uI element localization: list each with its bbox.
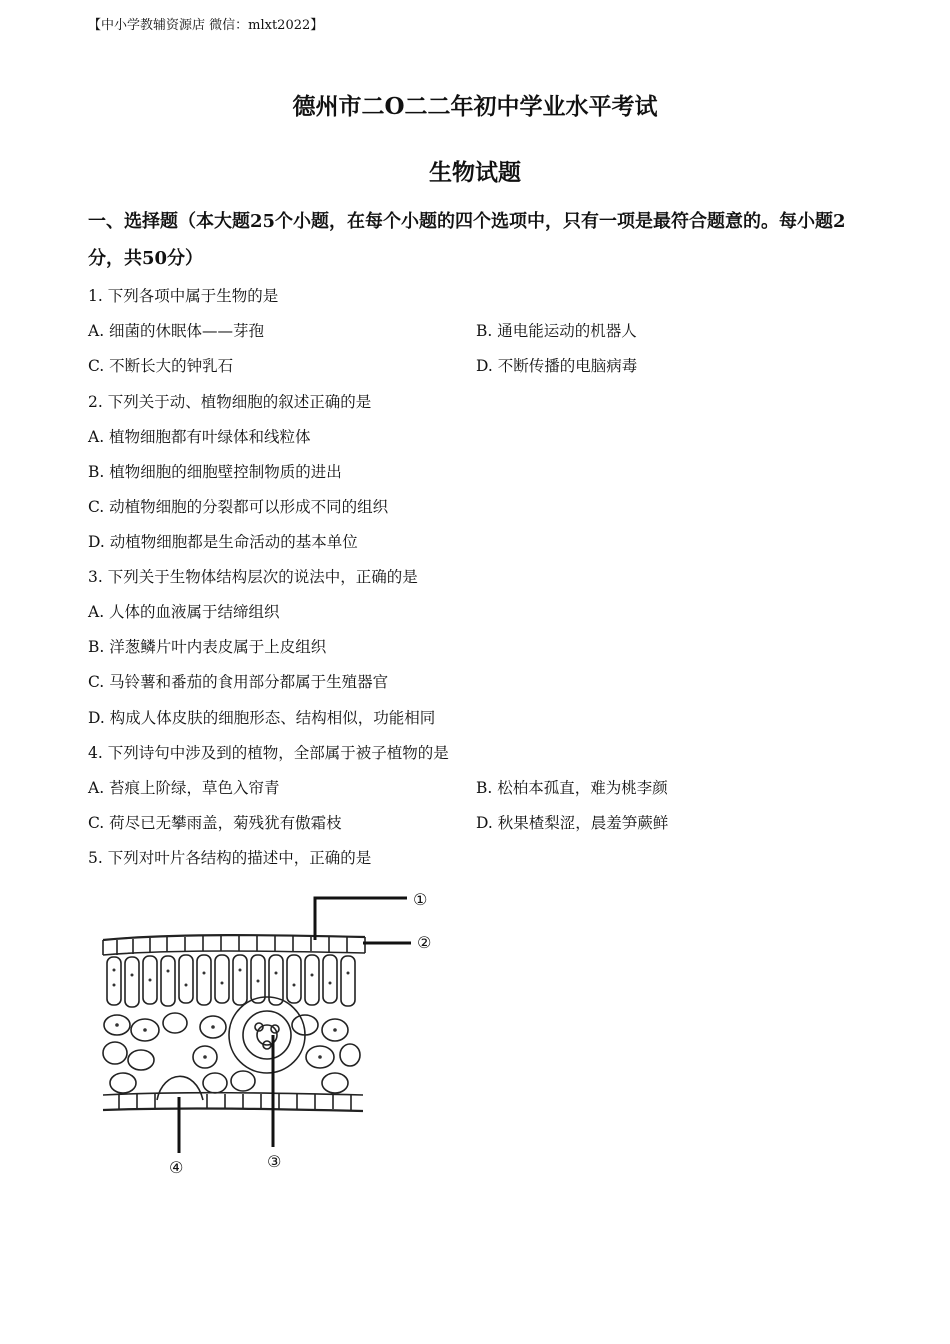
section-heading: 一、选择题（本大题25个小题，在每个小题的四个选项中，只有一项是最符合题意的。每小题2分，共50分） <box>88 211 846 269</box>
exam-title: 德州市二O二二年初中学业水平考试 <box>292 93 658 120</box>
palisade-cells <box>107 955 355 1007</box>
option-2c: C. 动植物细胞的分裂都可以形成不同的组织 <box>88 498 389 516</box>
option-4c: C. 荷尽已无攀雨盖，菊残犹有傲霜枝 <box>88 814 342 832</box>
option-4d: D. 秋果楂梨涩，晨羞笋蕨鲜 <box>476 814 669 832</box>
header-note: 【中小学教辅资源店 微信：mlxt2022】 <box>88 18 324 33</box>
option-2b: B. 植物细胞的细胞壁控制物质的进出 <box>88 463 342 481</box>
label-2: ② <box>417 933 432 952</box>
option-1b: B. 通电能运动的机器人 <box>476 322 637 340</box>
option-2a: A. 植物细胞都有叶绿体和线粒体 <box>88 428 311 446</box>
option-3d: D. 构成人体皮肤的细胞形态、结构相似，功能相同 <box>88 709 436 727</box>
option-1c: C. 不断长大的钟乳石 <box>88 357 234 375</box>
leaf-cross-section-figure <box>95 885 455 1195</box>
option-3c: C. 马铃薯和番茄的食用部分都属于生殖器官 <box>88 673 389 691</box>
option-3a: A. 人体的血液属于结缔组织 <box>88 603 280 621</box>
question-stem-4: 4. 下列诗句中涉及到的植物，全部属于被子植物的是 <box>88 744 449 762</box>
question-stem-3: 3. 下列关于生物体结构层次的说法中，正确的是 <box>88 568 418 586</box>
option-2d: D. 动植物细胞都是生命活动的基本单位 <box>88 533 358 551</box>
option-4b: B. 松柏本孤直，难为桃李颜 <box>476 779 668 797</box>
option-4a: A. 苔痕上阶绿，草色入帘青 <box>88 779 280 797</box>
vein-bundle <box>229 997 305 1073</box>
exam-subtitle: 生物试题 <box>429 159 521 186</box>
option-1a: A. 细菌的休眠体——芽孢 <box>88 322 265 340</box>
spongy-cells <box>103 1013 360 1093</box>
option-1d: D. 不断传播的电脑病毒 <box>476 357 638 375</box>
question-stem-2: 2. 下列关于动、植物细胞的叙述正确的是 <box>88 393 372 411</box>
label-3: ③ <box>267 1152 282 1171</box>
label-4: ④ <box>169 1158 184 1177</box>
question-stem-1: 1. 下列各项中属于生物的是 <box>88 287 279 305</box>
question-stem-5: 5. 下列对叶片各结构的描述中，正确的是 <box>88 849 372 867</box>
label-1: ① <box>413 890 428 909</box>
option-3b: B. 洋葱鳞片叶内表皮属于上皮组织 <box>88 638 327 656</box>
